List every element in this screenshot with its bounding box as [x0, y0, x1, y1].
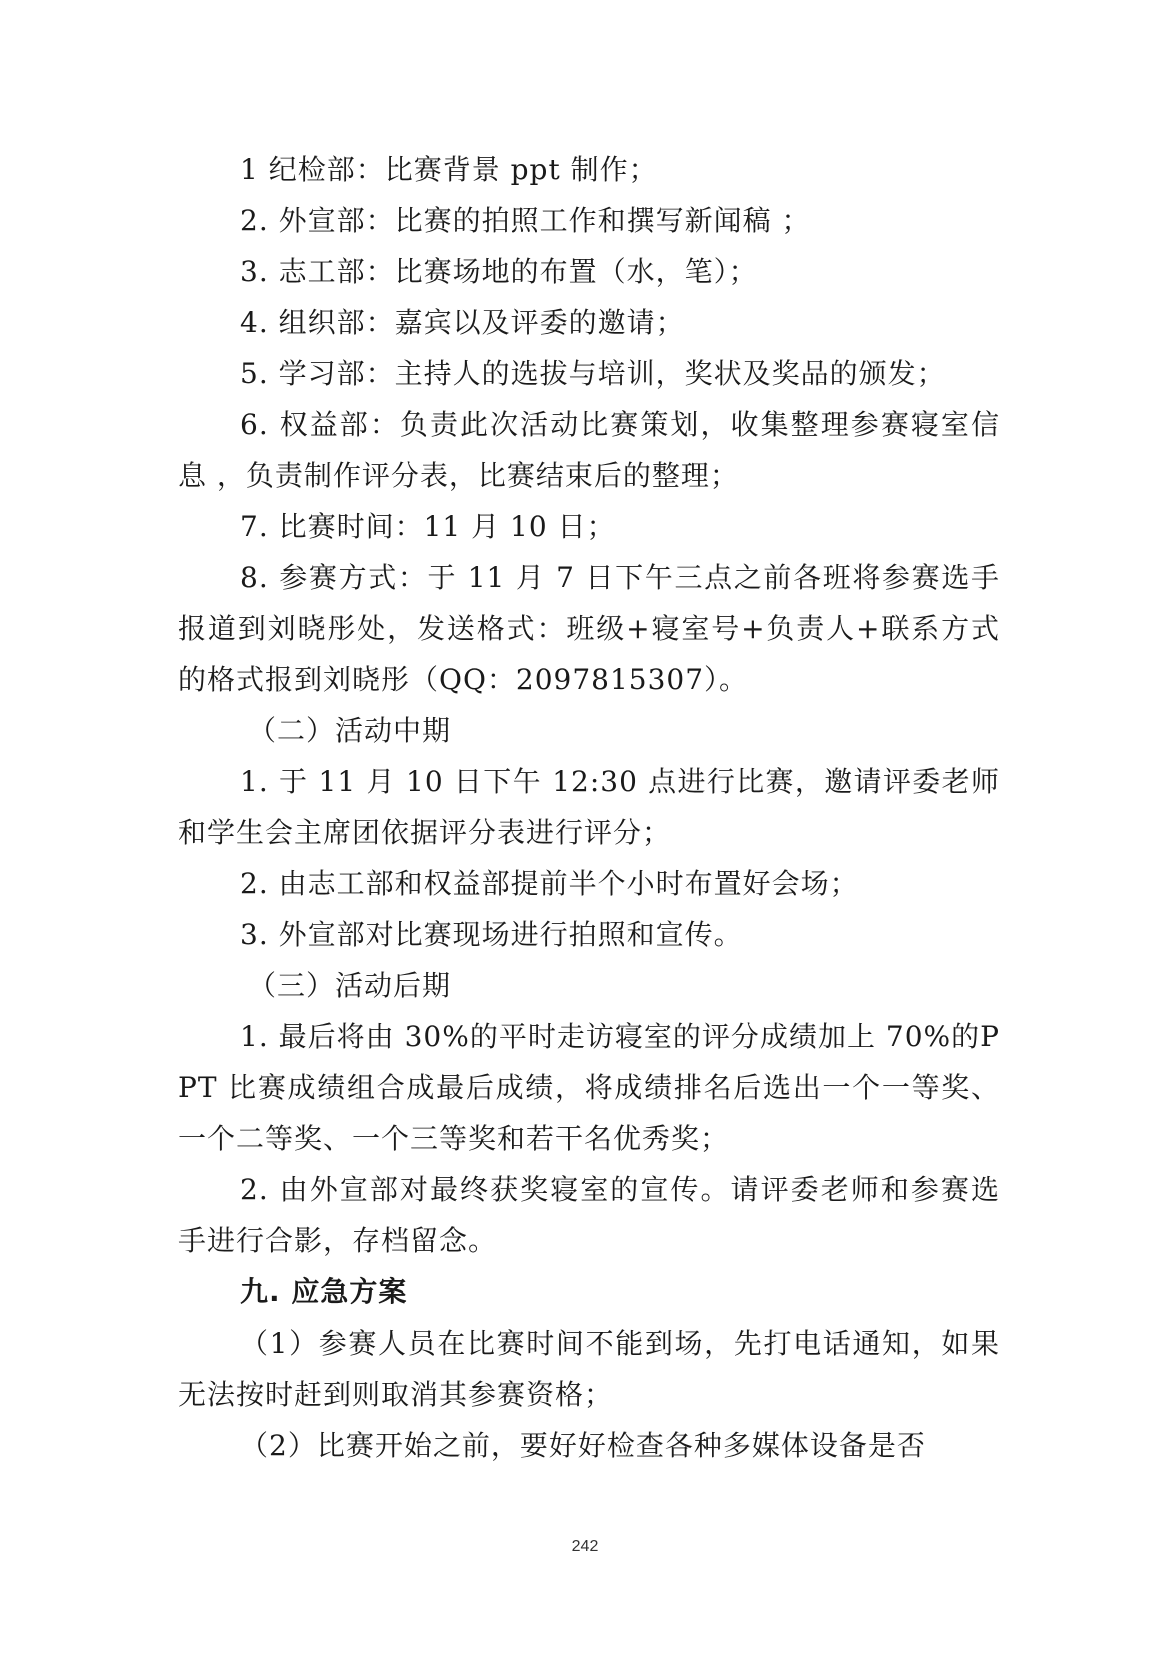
- paragraph-mid-2: 2. 由志工部和权益部提前半个小时布置好会场；: [240, 867, 859, 900]
- paragraph-late-1: 1. 最后将由 30%的平时走访寝室的评分成绩加上 70%的PPT 比赛成绩组合成最后成绩，将成绩排名后选出一个一等奖、一个二等奖、一个三等奖和若干名优秀奖；: [178, 1020, 1000, 1155]
- paragraph-mid-3: 3. 外宣部对比赛现场进行拍照和宣传。: [240, 918, 743, 951]
- paragraph-registration: 8. 参赛方式：于 11 月 7 日下午三点之前各班将参赛选手报道到刘晓彤处，发送格式：班级+寝室号+负责人+联系方式 的格式报到刘晓彤（QQ：2097815307）。: [178, 561, 1010, 696]
- document-body: [178, 144, 1010, 1471]
- section-heading-emergency: 九. 应急方案: [240, 1275, 408, 1308]
- paragraph-emergency-2: （2）比赛开始之前，要好好检查各种多媒体设备是否: [240, 1429, 926, 1462]
- paragraph-zuzhi: 4. 组织部：嘉宾以及评委的邀请；: [240, 306, 685, 339]
- paragraph-jijian: 1 纪检部：比赛背景 ppt 制作；: [240, 153, 658, 186]
- section-late-activity: （三）活动后期: [248, 969, 452, 1002]
- paragraph-emergency-1: （1）参赛人员在比赛时间不能到场，先打电话通知，如果无法按时赶到则取消其参赛资格；: [178, 1327, 1000, 1411]
- paragraph-mid-1: 1. 于 11 月 10 日下午 12:30 点进行比赛，邀请评委老师和学生会主席团依据评分表进行评分；: [178, 765, 1000, 849]
- paragraph-late-2: 2. 由外宣部对最终获奖寝室的宣传。请评委老师和参赛选手进行合影，存档留念。: [178, 1173, 1000, 1257]
- paragraph-match-time: 7. 比赛时间：11 月 10 日；: [240, 510, 616, 543]
- paragraph-xuexi: 5. 学习部：主持人的选拔与培训，奖状及奖品的颁发；: [240, 357, 946, 390]
- paragraph-zhigong: 3. 志工部：比赛场地的布置（水，笔）；: [240, 255, 758, 288]
- paragraph-quanyi: 6. 权益部：负责此次活动比赛策划，收集整理参赛寝室信息 ，负责制作评分表，比赛结束后的整理；: [178, 408, 1000, 492]
- section-mid-activity: （二）活动中期: [248, 714, 452, 747]
- page-number: 242: [571, 1538, 599, 1555]
- paragraph-waixuan: 2. 外宣部：比赛的拍照工作和撰写新闻稿 ；: [240, 204, 811, 237]
